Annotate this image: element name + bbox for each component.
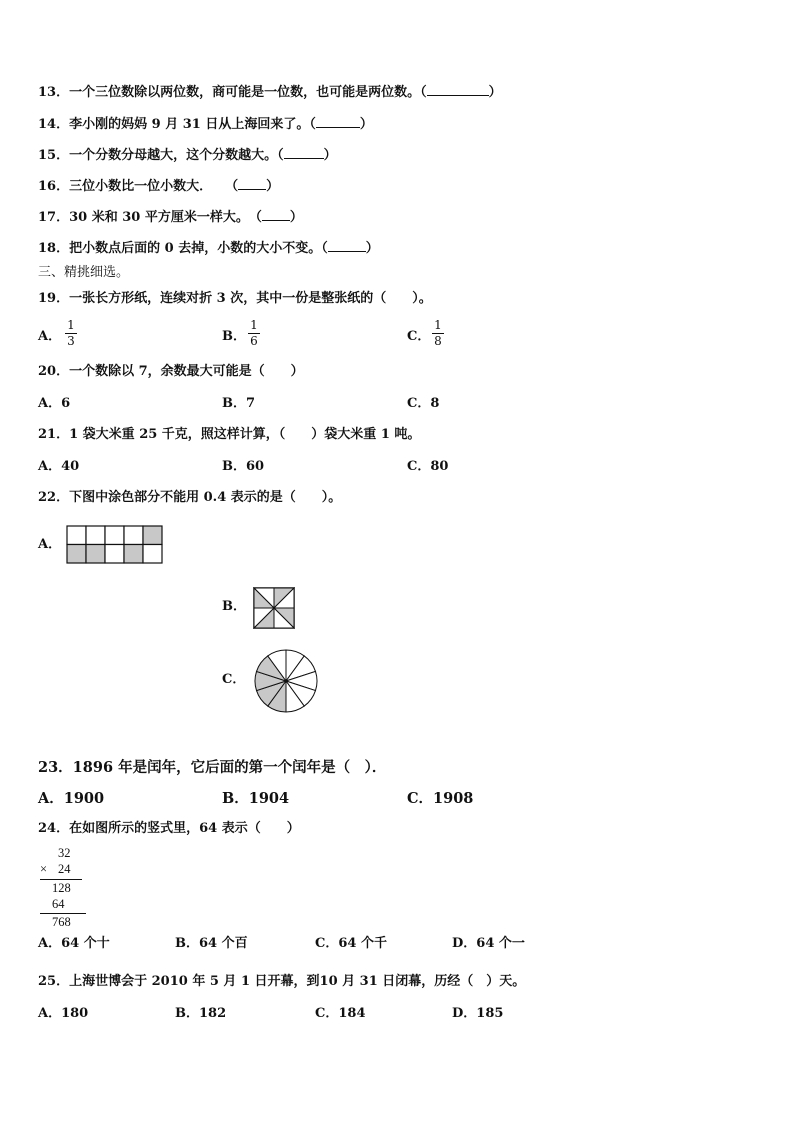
q13-number: 13． bbox=[38, 85, 70, 100]
q18-text: 把小数点后面的 0 去掉，小数的大小不变。（ bbox=[69, 241, 328, 256]
question-15 bbox=[38, 146, 337, 164]
q23-option-a[interactable]: A．1900 bbox=[38, 790, 105, 807]
section-heading: 三、精挑细选。 bbox=[38, 265, 130, 280]
q17-number: 17． bbox=[38, 210, 70, 225]
q13-answer-blank[interactable] bbox=[427, 83, 489, 96]
q23-option-c[interactable]: C．1908 bbox=[407, 790, 474, 807]
q22-option-c[interactable]: C． bbox=[222, 672, 246, 687]
q18-paren: ） bbox=[365, 241, 379, 256]
q14-number: 14． bbox=[38, 117, 70, 132]
q17-answer-blank[interactable] bbox=[262, 208, 290, 221]
grid-cell bbox=[124, 545, 143, 564]
grid-cell bbox=[86, 526, 105, 545]
mult-multiplicand: 32 bbox=[58, 846, 71, 860]
q19-option-a-fraction bbox=[65, 319, 77, 348]
q19-option-b-fraction bbox=[248, 319, 260, 348]
q16-text: 三位小数比一位小数大． （ bbox=[69, 179, 239, 194]
mult-partial-2: 64 bbox=[52, 897, 65, 911]
q16-paren: ） bbox=[266, 179, 280, 194]
q24-option-b[interactable]: B．64 个百 bbox=[175, 936, 248, 951]
q22-option-b[interactable]: B． bbox=[222, 599, 246, 614]
q13-paren: ） bbox=[488, 85, 502, 100]
q22-square-figure bbox=[253, 587, 295, 629]
q19-option-c-label: C． bbox=[407, 329, 431, 344]
q25-option-d[interactable]: D．185 bbox=[452, 1006, 504, 1021]
question-17 bbox=[38, 208, 303, 226]
q19-option-c-fraction bbox=[432, 319, 444, 348]
grid-cell bbox=[143, 545, 162, 564]
fraction-denominator: 8 bbox=[434, 334, 442, 348]
q19-option-b-label: B． bbox=[222, 329, 246, 344]
fraction-numerator: 1 bbox=[250, 318, 258, 332]
q21-option-a[interactable]: A．40 bbox=[38, 459, 80, 474]
q25-option-c[interactable]: C．184 bbox=[315, 1006, 366, 1021]
q17-paren: ） bbox=[289, 210, 303, 225]
q20-option-c[interactable]: C．8 bbox=[407, 396, 440, 411]
grid-cell bbox=[124, 526, 143, 545]
question-24: 24．在如图所示的竖式里，64 表示（ ） bbox=[38, 821, 300, 836]
q14-answer-blank[interactable] bbox=[316, 115, 360, 128]
q19-option-a-label: A． bbox=[38, 329, 62, 344]
mult-partial-1: 128 bbox=[52, 881, 71, 895]
q25-option-a[interactable]: A．180 bbox=[38, 1006, 89, 1021]
q19-option-b[interactable] bbox=[222, 329, 246, 345]
q20-option-a[interactable]: A．6 bbox=[38, 396, 71, 411]
question-16 bbox=[38, 177, 279, 195]
grid-cell bbox=[67, 545, 86, 564]
q20-option-b[interactable]: B．7 bbox=[222, 396, 256, 411]
q18-answer-blank[interactable] bbox=[328, 239, 366, 252]
q16-number: 16． bbox=[38, 179, 70, 194]
grid-cell bbox=[67, 526, 86, 545]
q15-number: 15． bbox=[38, 148, 70, 163]
q24-option-a[interactable]: A．64 个十 bbox=[38, 936, 110, 951]
question-18 bbox=[38, 239, 379, 257]
grid-cell bbox=[86, 545, 105, 564]
q14-paren: ） bbox=[359, 117, 373, 132]
q15-text: 一个分数分母越大，这个分数越大。（ bbox=[69, 148, 284, 163]
q14-text: 李小刚的妈妈 9 月 31 日从上海回来了。（ bbox=[69, 117, 316, 132]
question-13 bbox=[38, 83, 502, 101]
q15-answer-blank[interactable] bbox=[284, 146, 324, 159]
grid-cell bbox=[105, 545, 124, 564]
q25-option-b[interactable]: B．182 bbox=[175, 1006, 227, 1021]
q24-option-c[interactable]: C．64 个千 bbox=[315, 936, 387, 951]
q13-text: 一个三位数除以两位数，商可能是一位数，也可能是两位数。（ bbox=[69, 85, 427, 100]
fraction-numerator: 1 bbox=[434, 318, 442, 332]
mult-result: 768 bbox=[52, 915, 71, 929]
fraction-denominator: 6 bbox=[250, 334, 258, 348]
q18-number: 18． bbox=[38, 241, 70, 256]
q19-option-c[interactable] bbox=[407, 329, 430, 345]
question-21: 21．1 袋大米重 25 千克，照这样计算，（ ）袋大米重 1 吨。 bbox=[38, 427, 421, 442]
q22-option-a[interactable]: A． bbox=[38, 537, 62, 552]
q22-grid-figure bbox=[66, 525, 164, 564]
q23-option-b[interactable]: B．1904 bbox=[222, 790, 290, 807]
grid-cell bbox=[105, 526, 124, 545]
question-19: 19．一张长方形纸，连续对折 3 次，其中一份是整张纸的（ ）。 bbox=[38, 291, 432, 306]
mult-operator: × bbox=[40, 862, 48, 876]
question-22: 22．下图中涂色部分不能用 0.4 表示的是（ ）。 bbox=[38, 490, 342, 505]
q19-option-a[interactable] bbox=[38, 329, 61, 345]
question-23: 23．1896 年是闰年，它后面的第一个闰年是（ ）． bbox=[38, 759, 387, 776]
question-14 bbox=[38, 115, 373, 133]
q16-answer-blank[interactable] bbox=[238, 177, 266, 190]
question-20: 20．一个数除以 7，余数最大可能是（ ） bbox=[38, 364, 304, 379]
q21-option-b[interactable]: B．60 bbox=[222, 459, 265, 474]
question-25: 25．上海世博会于 2010 年 5 月 1 日开幕，到10 月 31 日闭幕，历经（ ）天。 bbox=[38, 974, 526, 989]
q24-option-d[interactable]: D．64 个一 bbox=[452, 936, 525, 951]
q21-option-c[interactable]: C．80 bbox=[407, 459, 449, 474]
q22-circle-figure bbox=[253, 648, 319, 714]
fraction-numerator: 1 bbox=[67, 318, 75, 332]
q15-paren: ） bbox=[323, 148, 337, 163]
q17-text: 30 米和 30 平方厘米一样大。 （ bbox=[69, 210, 262, 225]
mult-multiplier: 24 bbox=[58, 862, 71, 876]
fraction-denominator: 3 bbox=[67, 334, 75, 348]
grid-cell bbox=[143, 526, 162, 545]
